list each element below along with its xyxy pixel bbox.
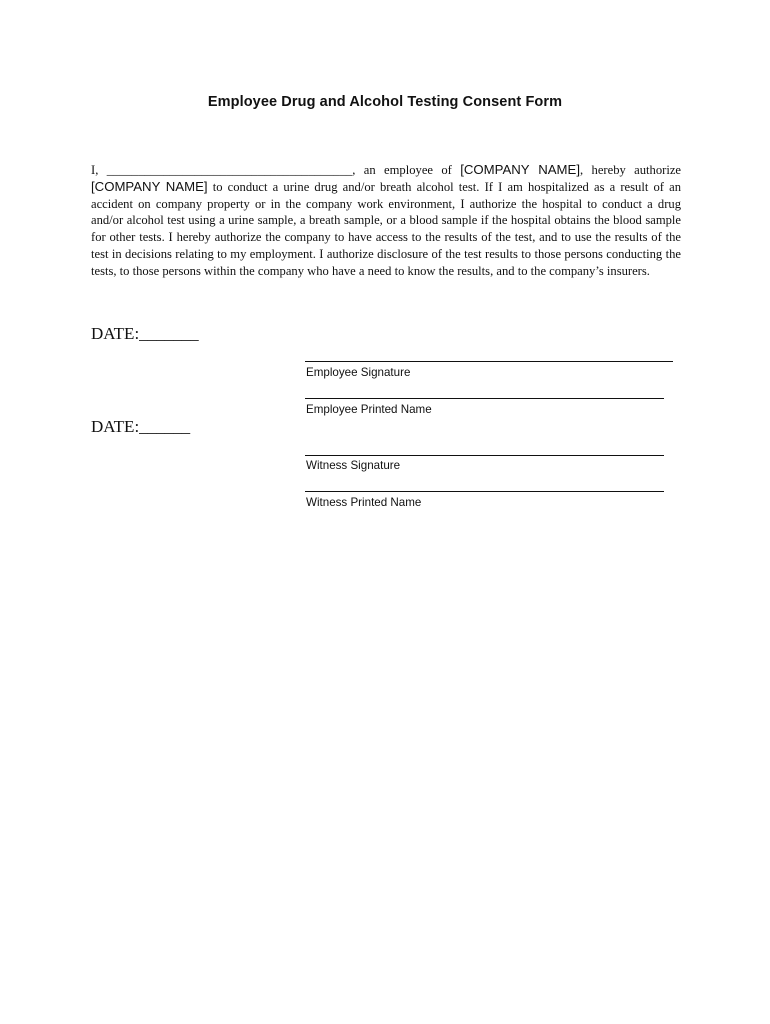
employee-signature-line[interactable] <box>305 361 673 362</box>
witness-signature-label: Witness Signature <box>306 459 401 472</box>
consent-text-intro: I, _______________________________________, an employee of <box>91 163 452 177</box>
form-title: Employee Drug and Alcohol Testing Consent Form <box>207 94 563 110</box>
company-name-placeholder-2: [COMPANY NAME] <box>91 178 208 194</box>
consent-text-authorize: , hereby authorize <box>580 163 682 177</box>
employee-printed-name-label: Employee Printed Name <box>306 403 432 416</box>
company-name-placeholder: [COMPANY NAME] <box>460 162 581 177</box>
employee-signature-label: Employee Signature <box>306 366 411 379</box>
consent-text-body: to conduct a urine drug and/or breath alcohol test. If I am hospitalized as a result of an accident on company property or in the company work environment, I authorize the hospital to conduct a drug and/or alcohol test using a urine sample, a breath sample, or a blood sample if the hospital obtains the blood sample for other tests. I hereby authorize the company to have access to the results of the test, and to use the results of the test in decisions relating to my employment. I authorize disclosure of the test results to those persons conducting the tests, to those persons within the company who have a need to know the results, and to the company’s insurers. <box>91 179 681 278</box>
witness-signature-line[interactable] <box>305 455 664 456</box>
consent-paragraph <box>91 162 681 280</box>
employee-printed-name-line[interactable] <box>305 398 664 399</box>
witness-printed-name-line[interactable] <box>305 491 664 492</box>
witness-date-field[interactable]: DATE:______ <box>91 417 191 436</box>
employee-date-field[interactable]: DATE:_______ <box>91 324 199 343</box>
witness-printed-name-label: Witness Printed Name <box>306 496 422 509</box>
